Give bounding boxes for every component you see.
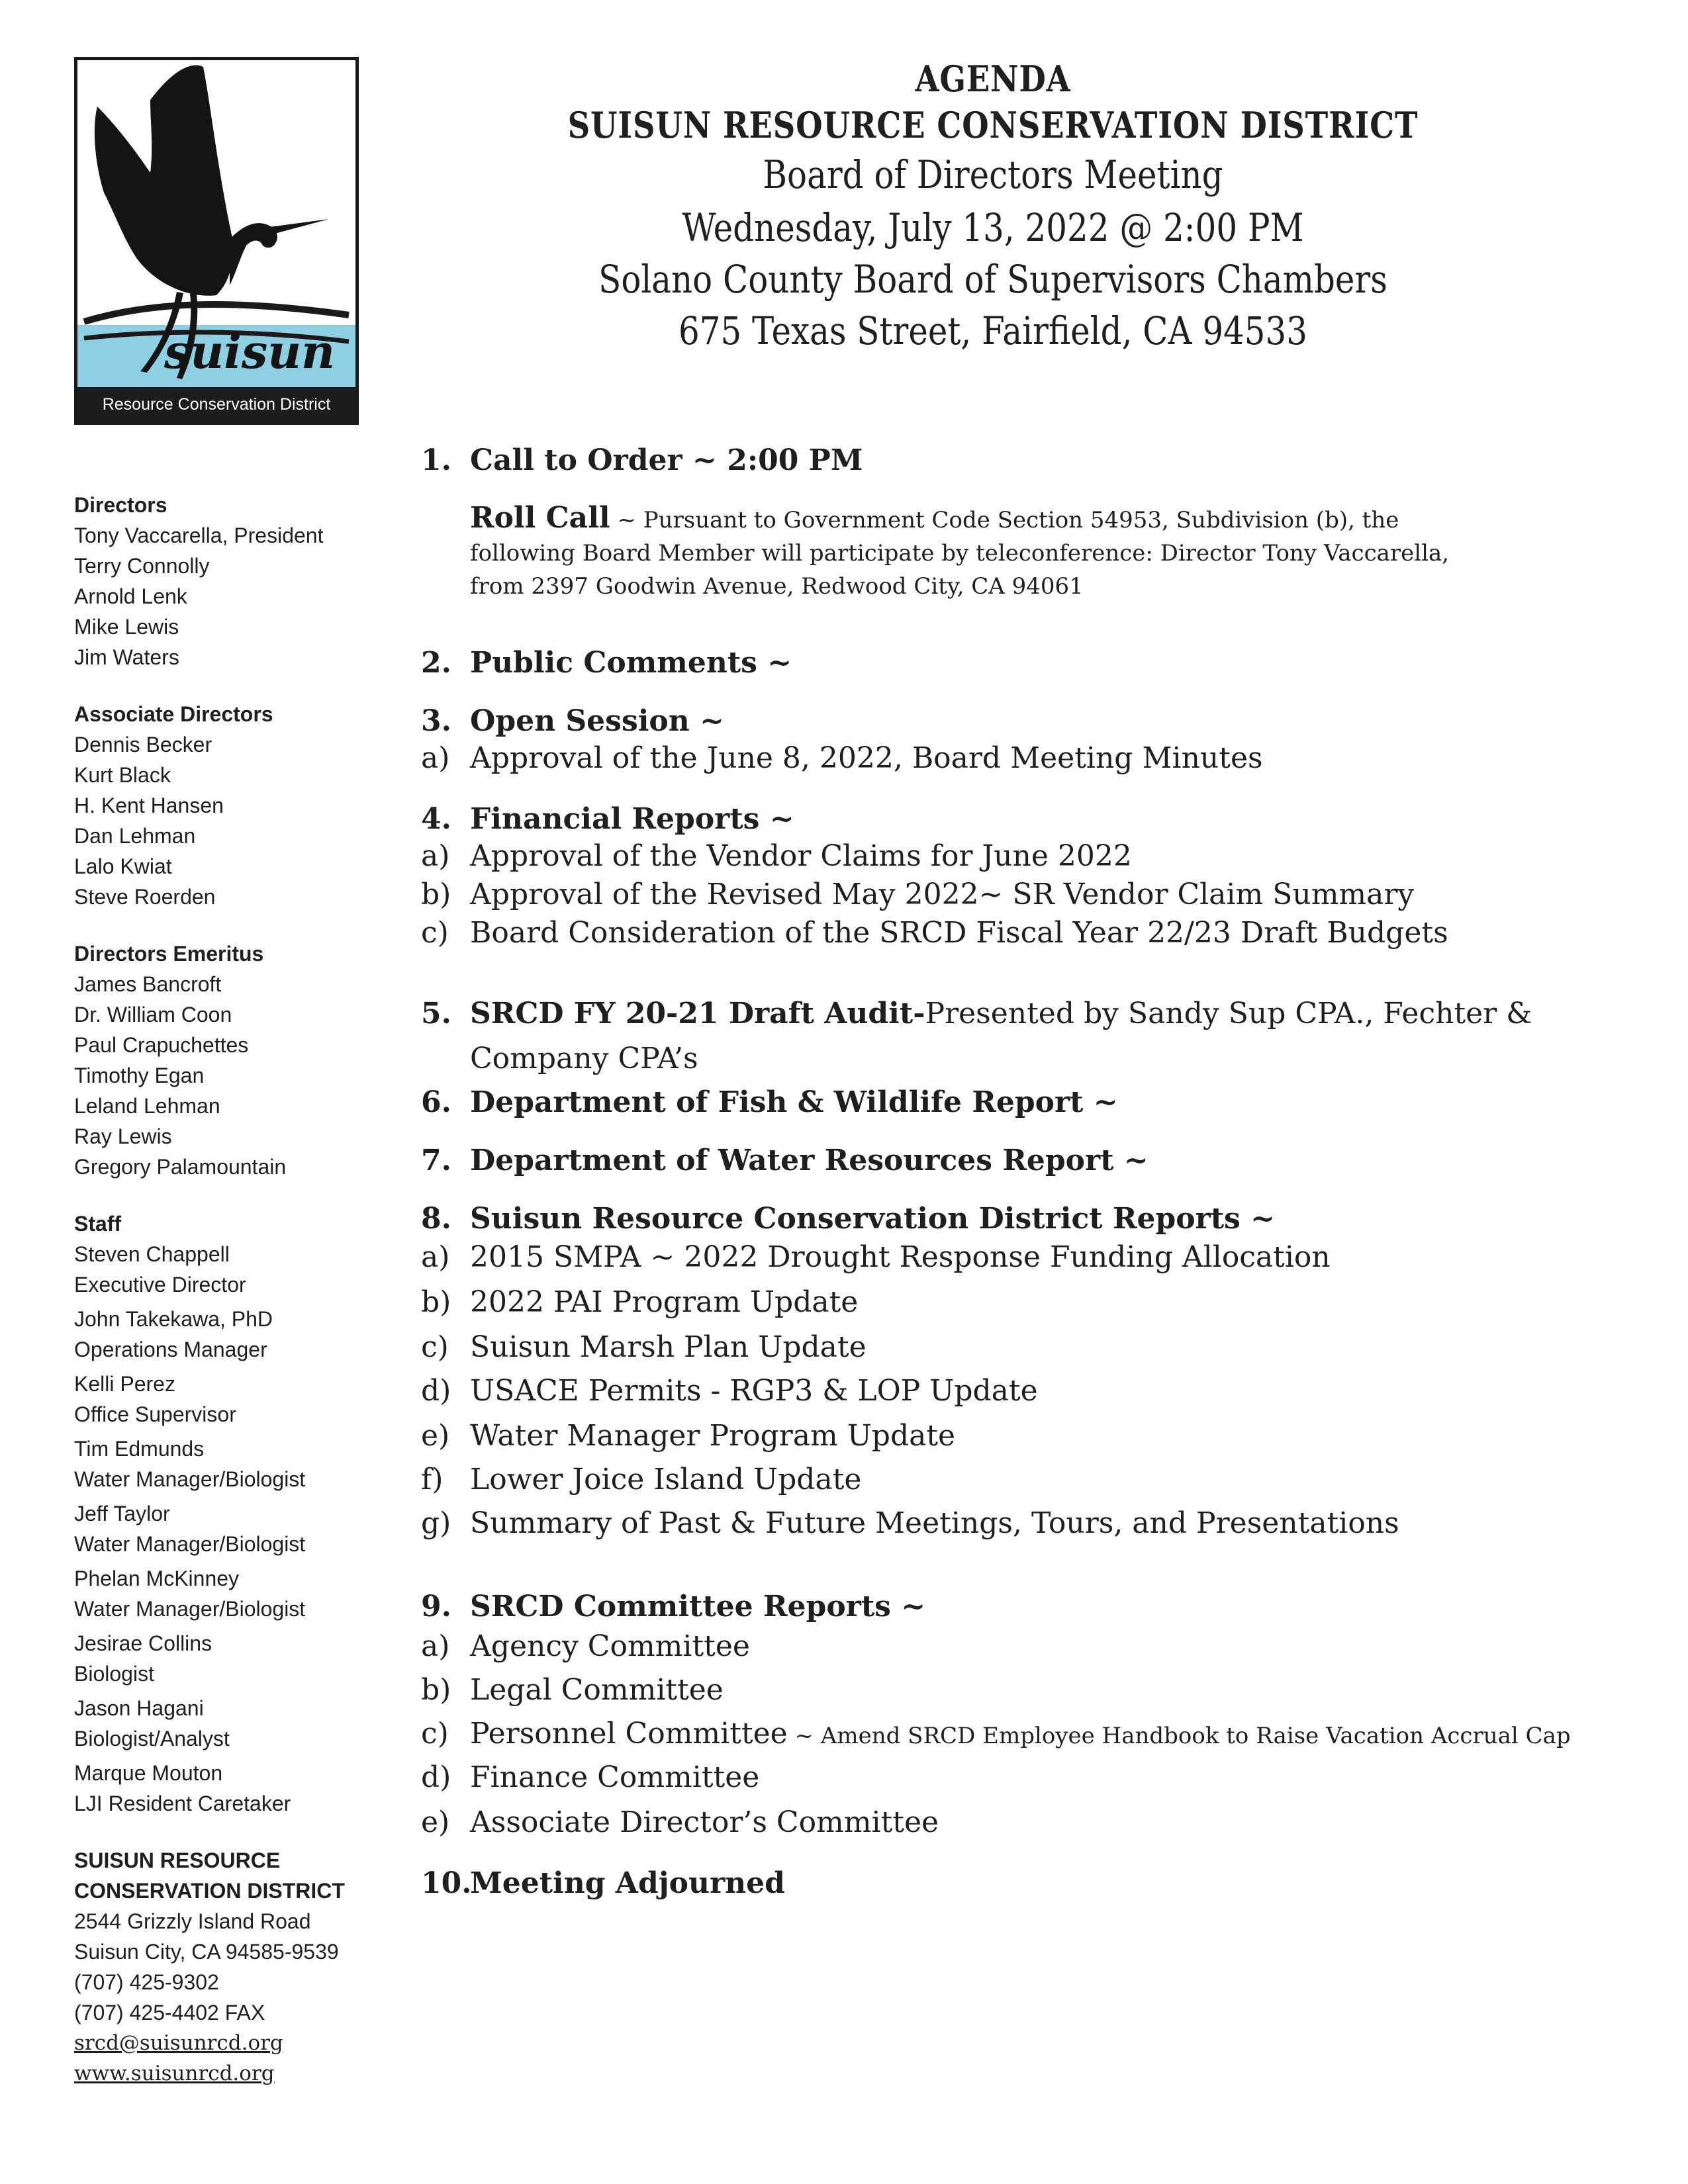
sub-item [421, 1240, 1586, 1274]
item-number: 1. [421, 443, 451, 477]
emeritus-name: Paul Crapuchettes [74, 1033, 249, 1057]
directors-emeritus-section [74, 938, 379, 1182]
directors-emeritus-heading: Directors Emeritus [74, 942, 264, 966]
associate-director-name: H. Kent Hansen [74, 794, 224, 817]
sub-item-text: Personnel Committee [470, 1717, 788, 1751]
staff-name: John Takekawa, PhD [74, 1307, 273, 1331]
staff-entry [74, 1304, 379, 1365]
directors-section [74, 490, 379, 672]
agenda-header [410, 56, 1575, 357]
associate-directors-heading: Associate Directors [74, 702, 273, 726]
logo-script-text: suisun [164, 324, 336, 379]
sub-item-text: Board Consideration of the SRCD Fiscal Year 22/23 Draft Budgets [470, 916, 1448, 950]
associate-director-name: Dennis Becker [74, 733, 212, 756]
staff-section [74, 1208, 379, 1819]
associate-director-name: Dan Lehman [74, 824, 196, 848]
sub-item-text: USACE Permits - RGP3 & LOP Update [470, 1374, 1038, 1408]
staff-name: Kelli Perez [74, 1372, 175, 1396]
sub-item-letter: b) [421, 1673, 451, 1707]
sub-item-letter: a) [421, 1240, 450, 1274]
sub-item-text: Lower Joice Island Update [470, 1463, 862, 1496]
header-agenda: AGENDA [915, 58, 1071, 100]
staff-heading: Staff [74, 1212, 122, 1236]
sub-item-letter: f) [421, 1463, 444, 1496]
sub-item-text: Suisun Marsh Plan Update [470, 1330, 867, 1364]
staff-entry [74, 1758, 379, 1819]
contact-block [74, 1845, 379, 2089]
agenda-item-4 [421, 802, 1586, 836]
item-number: 6. [421, 1085, 451, 1119]
sub-item [421, 1330, 1586, 1364]
agenda-item-8 [421, 1202, 1586, 1236]
agenda-item-2 [421, 646, 1586, 680]
sidebar [74, 490, 379, 2089]
item-title: Department of Fish & Wildlife Report ~ [470, 1085, 1118, 1119]
roll-call-title: Roll Call [470, 501, 610, 535]
item-title: SRCD FY 20-21 Draft Audit- [470, 997, 925, 1030]
staff-name: Jeff Taylor [74, 1502, 170, 1525]
roll-call-text: ~ Pursuant to Government Code Section 54953, Subdivision (b), the following Board Member will participate by teleconference: Director Tony Vaccarella, from 2397 Goodwin Avenue, Redwood City, CA 94061 [470, 507, 1450, 600]
sub-item-letter: d) [421, 1760, 451, 1794]
contact-email-link[interactable]: srcd@suisunrcd.org [74, 2031, 283, 2055]
sub-item [421, 1463, 1586, 1496]
staff-entry [74, 1693, 379, 1754]
agenda-item-10 [421, 1866, 1586, 1900]
director-name: Jim Waters [74, 645, 179, 669]
sub-item [421, 1285, 1586, 1319]
staff-entry [74, 1433, 379, 1494]
contact-address: Suisun City, CA 94585-9539 [74, 1940, 339, 1964]
sub-item-letter: c) [421, 916, 449, 950]
emeritus-name: Leland Lehman [74, 1094, 220, 1118]
item-5-second-line: Company CPA’s [470, 1042, 698, 1075]
sub-item-letter: a) [421, 741, 450, 775]
sub-item-letter: a) [421, 1629, 450, 1663]
item-number: 5. [421, 997, 451, 1030]
header-venue: Solano County Board of Supervisors Chambers [598, 257, 1387, 302]
agenda-item-9 [421, 1590, 1586, 1623]
sub-item [421, 1629, 1586, 1663]
sub-item-text: Legal Committee [470, 1673, 724, 1707]
staff-entry [74, 1498, 379, 1559]
item-number: 7. [421, 1144, 451, 1177]
sub-item [421, 1673, 1586, 1707]
item-title: Suisun Resource Conservation District Reports ~ [470, 1202, 1276, 1236]
header-meeting-type: Board of Directors Meeting [763, 152, 1223, 197]
staff-name: Phelan McKinney [74, 1567, 240, 1590]
director-name: Arnold Lenk [74, 584, 187, 608]
sub-item-letter: c) [421, 1330, 449, 1364]
sub-item [421, 1374, 1586, 1408]
staff-name: Marque Mouton [74, 1761, 223, 1785]
item-title: Department of Water Resources Report ~ [470, 1144, 1149, 1177]
staff-title: Biologist [74, 1662, 154, 1686]
sub-item-letter: g) [421, 1506, 451, 1540]
item-title: Public Comments ~ [470, 646, 792, 680]
item-number: 3. [421, 704, 451, 738]
heron-icon [77, 60, 355, 422]
staff-title: Water Manager/Biologist [74, 1597, 306, 1621]
sub-item-letter: e) [421, 1419, 450, 1453]
sub-item [421, 1760, 1586, 1794]
sub-item-letter: e) [421, 1805, 450, 1839]
agenda-item-5 [421, 997, 1586, 1030]
staff-entry [74, 1628, 379, 1689]
sub-item [421, 916, 1586, 950]
staff-title: LJI Resident Caretaker [74, 1792, 291, 1815]
agenda-item-7 [421, 1144, 1586, 1177]
director-name: Tony Vaccarella, President [74, 523, 324, 547]
sub-item-text: Agency Committee [470, 1629, 750, 1663]
contact-website-link[interactable]: www.suisunrcd.org [74, 2062, 275, 2085]
sub-item [421, 839, 1586, 873]
item-title-continued: Presented by Sandy Sup CPA., Fechter & [925, 997, 1532, 1030]
associate-director-name: Steve Roerden [74, 885, 216, 909]
sub-item-text: Associate Director’s Committee [470, 1805, 939, 1839]
agenda-item-6 [421, 1085, 1586, 1119]
sub-item-letter: b) [421, 1285, 451, 1319]
staff-entry [74, 1239, 379, 1300]
item-number: 4. [421, 802, 451, 836]
item-title: Meeting Adjourned [470, 1866, 785, 1900]
associate-directors-section [74, 699, 379, 912]
emeritus-name: Dr. William Coon [74, 1003, 232, 1026]
directors-heading: Directors [74, 493, 167, 517]
sub-item-letter: c) [421, 1717, 449, 1751]
contact-phone: (707) 425-9302 [74, 1970, 219, 1994]
sub-item-text: Approval of the June 8, 2022, Board Meeting Minutes [470, 741, 1263, 775]
agenda-item-1 [421, 443, 1586, 477]
sub-item [421, 1805, 1586, 1839]
director-name: Terry Connolly [74, 554, 210, 578]
contact-address: 2544 Grizzly Island Road [74, 1909, 311, 1933]
sub-item-letter: b) [421, 878, 451, 911]
sub-item-text: 2015 SMPA ~ 2022 Drought Response Funding Allocation [470, 1240, 1331, 1274]
staff-title: Biologist/Analyst [74, 1727, 230, 1751]
district-logo [74, 57, 359, 425]
sub-item [421, 1717, 1586, 1751]
sub-item [421, 878, 1586, 911]
sub-item [421, 1419, 1586, 1453]
header-organization: SUISUN RESOURCE CONSERVATION DISTRICT [567, 104, 1419, 146]
roll-call [470, 502, 1503, 603]
staff-name: Jason Hagani [74, 1696, 204, 1720]
emeritus-name: Timothy Egan [74, 1064, 205, 1087]
sub-item-text: Finance Committee [470, 1760, 760, 1794]
item-title: Open Session ~ [470, 704, 724, 738]
staff-title: Water Manager/Biologist [74, 1532, 306, 1556]
staff-name: Jesirae Collins [74, 1631, 212, 1655]
staff-title: Executive Director [74, 1273, 246, 1297]
item-title: SRCD Committee Reports ~ [470, 1590, 926, 1623]
staff-name: Steven Chappell [74, 1242, 230, 1266]
staff-entry [74, 1369, 379, 1430]
emeritus-name: Ray Lewis [74, 1124, 172, 1148]
agenda-item-3 [421, 704, 1586, 738]
logo-band-text: Resource Conservation District [77, 387, 355, 422]
director-name: Mike Lewis [74, 615, 179, 639]
staff-title: Office Supervisor [74, 1402, 236, 1426]
item-number: 8. [421, 1202, 451, 1236]
associate-director-name: Lalo Kwiat [74, 854, 172, 878]
emeritus-name: James Bancroft [74, 972, 222, 996]
sub-item [421, 1506, 1586, 1540]
associate-director-name: Kurt Black [74, 763, 171, 787]
sub-item-text: Summary of Past & Future Meetings, Tours, and Presentations [470, 1506, 1399, 1540]
contact-org: SUISUN RESOURCE [74, 1848, 281, 1872]
staff-entry [74, 1563, 379, 1624]
staff-title: Water Manager/Biologist [74, 1467, 306, 1491]
sub-item-note: ~ Amend SRCD Employee Handbook to Raise Vacation Accrual Cap [787, 1723, 1571, 1749]
sub-item-text: 2022 PAI Program Update [470, 1285, 859, 1319]
item-title: Call to Order ~ 2:00 PM [470, 443, 863, 477]
staff-title: Operations Manager [74, 1338, 267, 1361]
header-date-time: Wednesday, July 13, 2022 @ 2:00 PM [682, 205, 1304, 250]
item-number: 2. [421, 646, 451, 680]
emeritus-name: Gregory Palamountain [74, 1155, 287, 1179]
staff-name: Tim Edmunds [74, 1437, 205, 1461]
item-number: 9. [421, 1590, 451, 1623]
sub-item [421, 741, 1586, 775]
sub-item-text: Water Manager Program Update [470, 1419, 956, 1453]
sub-item-text: Approval of the Vendor Claims for June 2022 [470, 839, 1132, 873]
contact-fax: (707) 425-4402 FAX [74, 2001, 265, 2025]
item-number: 10. [421, 1866, 472, 1900]
header-address: 675 Texas Street, Fairfield, CA 94533 [678, 308, 1308, 353]
sub-item-text: Approval of the Revised May 2022~ SR Vendor Claim Summary [470, 878, 1415, 911]
sub-item-letter: d) [421, 1374, 451, 1408]
sub-item-letter: a) [421, 839, 450, 873]
contact-org: CONSERVATION DISTRICT [74, 1879, 345, 1903]
item-title: Financial Reports ~ [470, 802, 794, 836]
